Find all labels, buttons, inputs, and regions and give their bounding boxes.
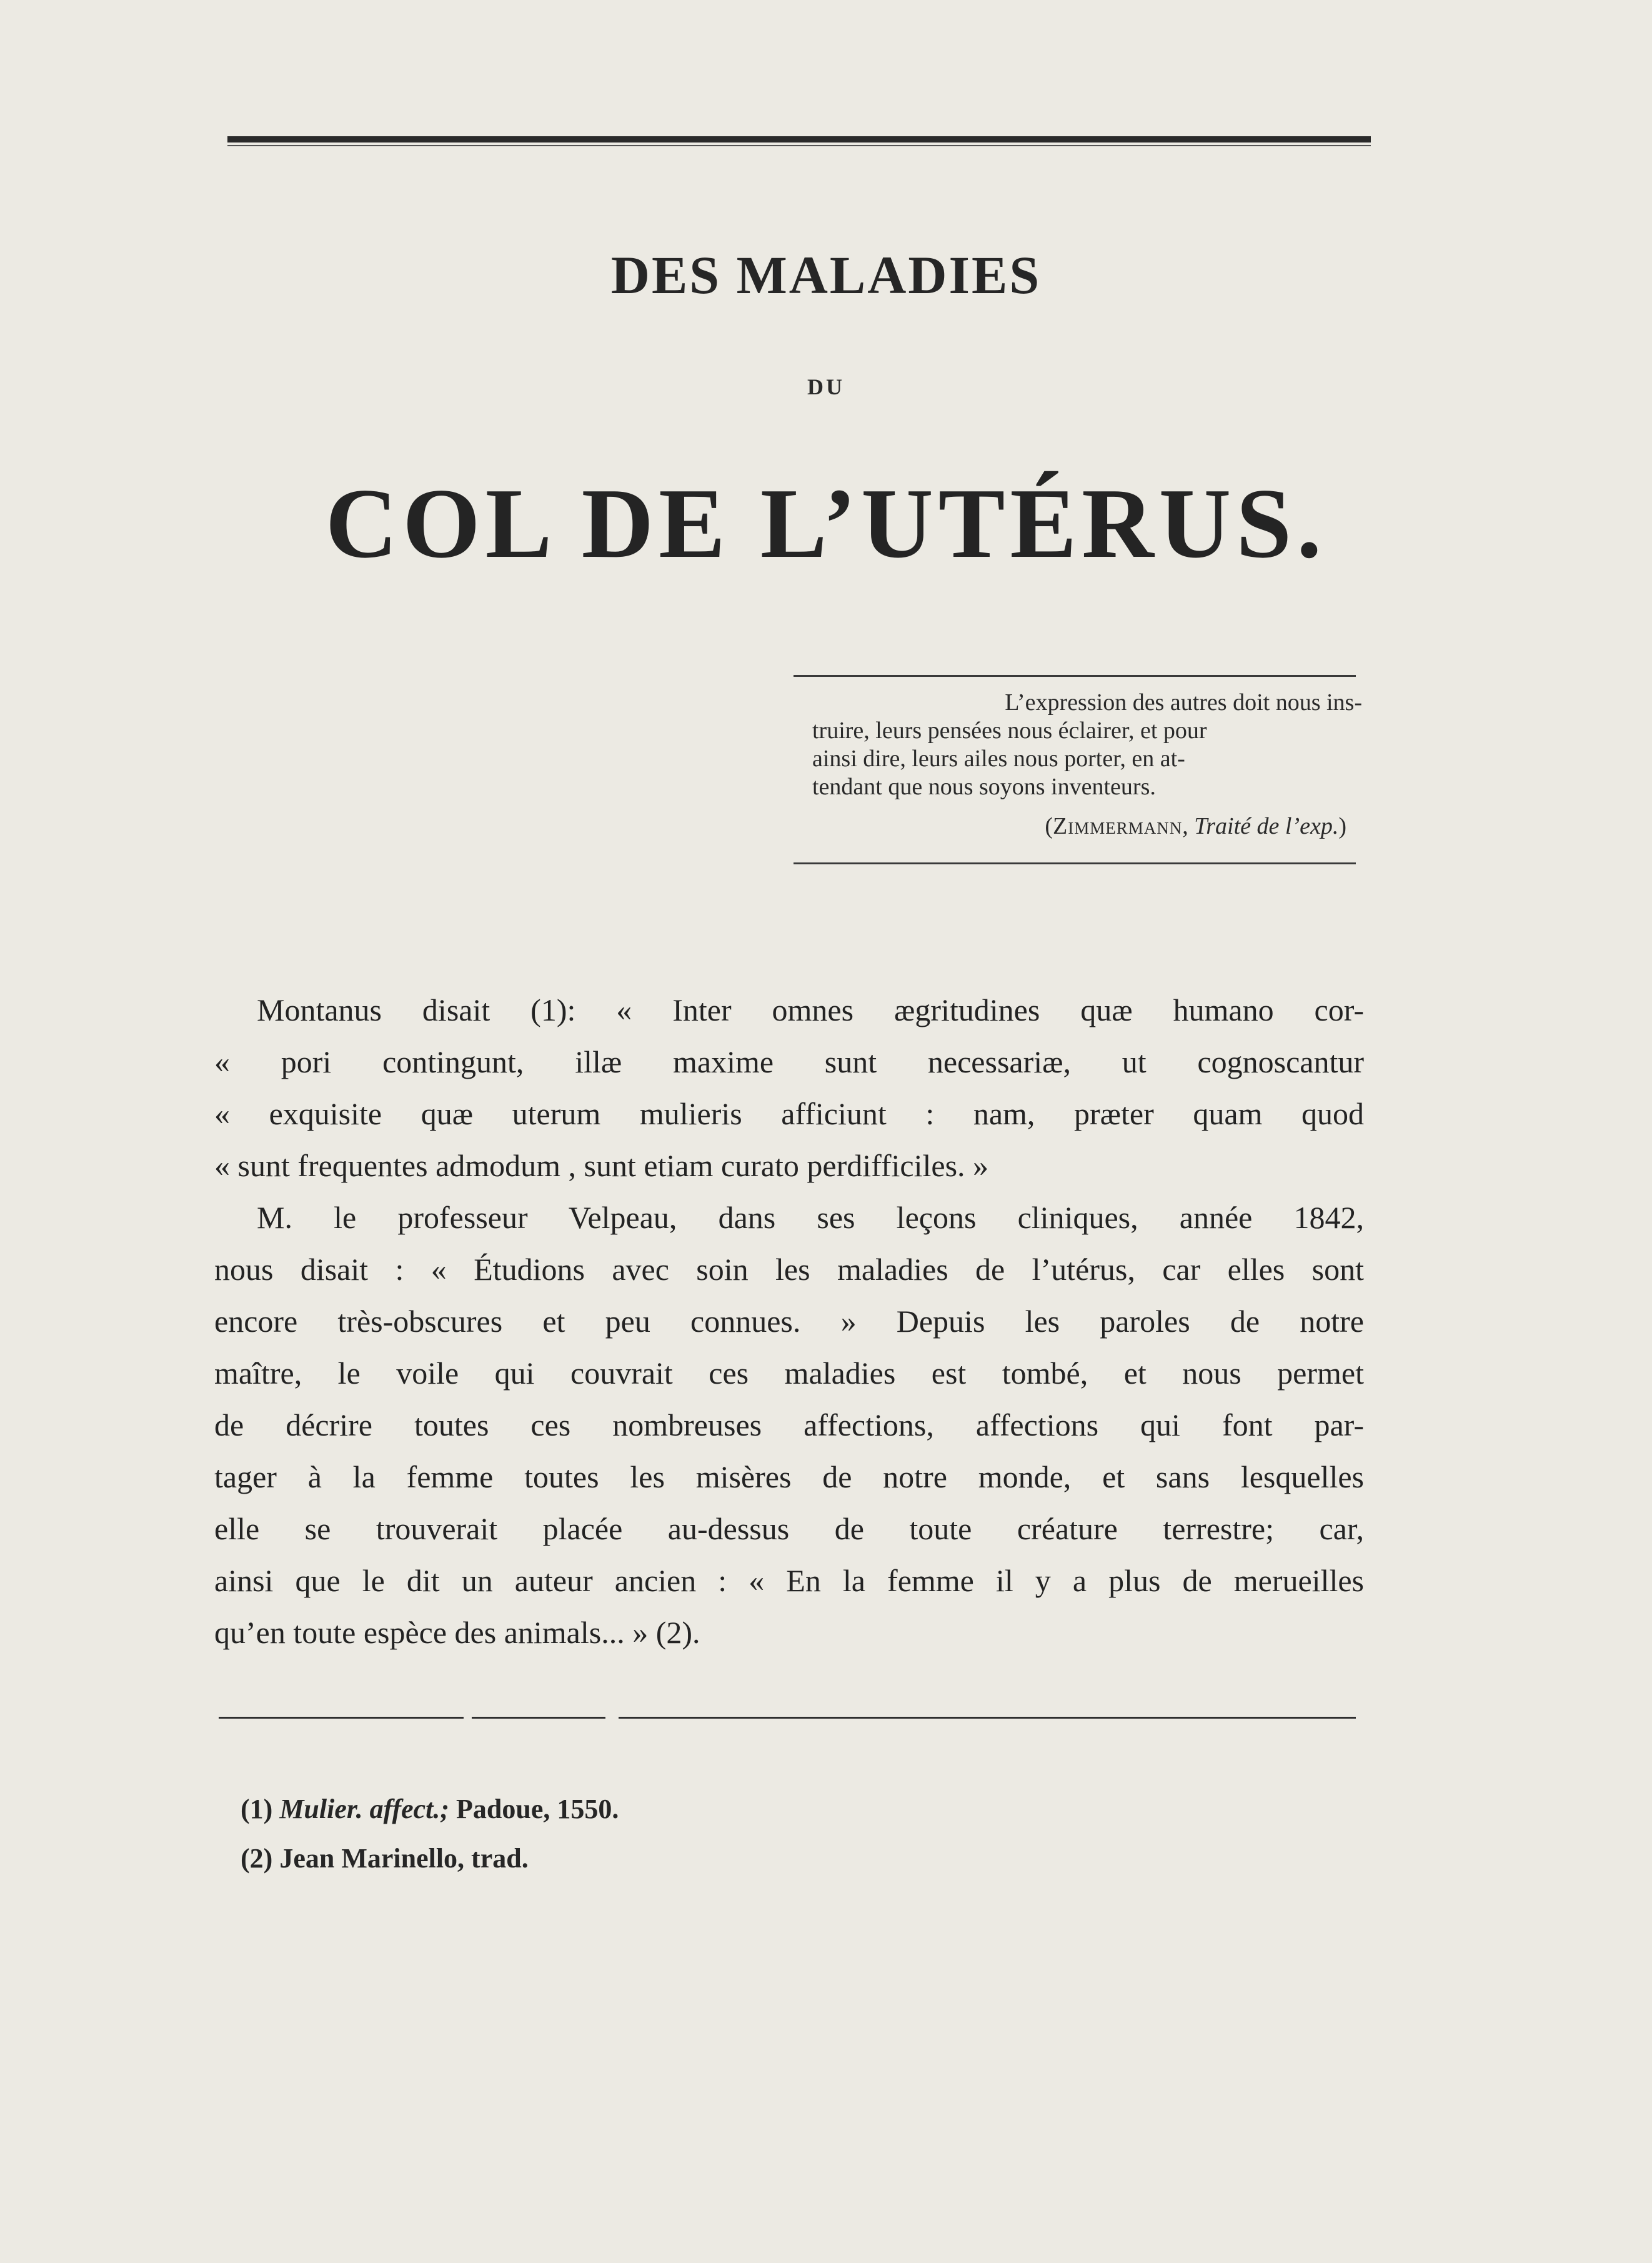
epigraph-line: ainsi dire, leurs ailes nous porter, en at-: [812, 746, 1185, 772]
footnote-rule-segment: [619, 1717, 1356, 1719]
body-line: Montanus disait (1): « Inter omnes ægritudines quæ humano cor-: [257, 992, 1364, 1027]
body-line: « exquisite quæ uterum mulieris afficiunt : nam, præter quam quod: [214, 1096, 1364, 1131]
epigraph-line: tendant que nous soyons inventeurs.: [812, 774, 1156, 800]
epigraph-source-sep: ,: [1182, 813, 1195, 839]
body-line: ainsi que le dit un auteur ancien : « En la femme il y a plus de merueilles: [214, 1563, 1364, 1598]
body-line: qu’en toute espèce des animals... » (2).: [214, 1615, 700, 1650]
epigraph-source-work: Traité de l’exp.: [1194, 813, 1339, 839]
epigraph-source-author: Zimmermann: [1052, 813, 1183, 839]
epigraph-source-close: ): [1338, 813, 1346, 839]
body-line: « pori contingunt, illæ maxime sunt necessariæ, ut cognoscantur: [214, 1044, 1364, 1079]
body-line: encore très-obscures et peu connues. » Depuis les paroles de notre: [214, 1304, 1364, 1339]
body-line: maître, le voile qui couvrait ces maladies est tombé, et nous permet: [214, 1356, 1364, 1391]
footnote-1: [241, 1784, 1178, 1834]
body-line: « sunt frequentes admodum , sunt etiam curato perdifficiles. »: [214, 1148, 989, 1183]
footnote-text: Padoue, 1550.: [449, 1794, 619, 1824]
top-rule-thin: [227, 145, 1371, 146]
footnote-rule-segment: [472, 1717, 605, 1719]
epigraph-rule-bottom: [794, 862, 1356, 864]
epigraph-rule-top: [794, 675, 1356, 677]
body-line: elle se trouverait placée au-dessus de toute créature terrestre; car,: [214, 1511, 1364, 1546]
epigraph: [812, 689, 1362, 801]
body-line: de décrire toutes ces nombreuses affections, affections qui font par-: [214, 1407, 1364, 1442]
footnote-text: Jean Marinello, trad.: [272, 1843, 529, 1874]
footnote-2: [241, 1834, 1178, 1883]
body-line: tager à la femme toutes les misères de notre monde, et sans lesquelles: [214, 1459, 1364, 1494]
footnote-rule-segment: [219, 1717, 464, 1719]
top-rule-thick: [227, 136, 1371, 142]
title-line-2: DU: [807, 374, 845, 399]
title-line-3: COL DE L’UTÉRUS.: [325, 467, 1327, 579]
body-line: nous disait : « Étudions avec soin les maladies de l’utérus, car elles sont: [214, 1252, 1364, 1287]
title-line-1: DES MALADIES: [610, 245, 1042, 305]
footnote-number: (2): [241, 1843, 273, 1874]
epigraph-line: truire, leurs pensées nous éclairer, et pour: [812, 717, 1207, 744]
epigraph-source: [812, 812, 1346, 840]
footnote-italic: Mulier. affect.;: [279, 1794, 450, 1824]
body-text: [214, 984, 1364, 1659]
footnote-number: (1): [241, 1794, 273, 1824]
epigraph-line: L’expression des autres doit nous ins-: [1005, 689, 1362, 716]
body-line: M. le professeur Velpeau, dans ses leçons cliniques, année 1842,: [257, 1200, 1364, 1235]
footnotes: [241, 1784, 1178, 1883]
epigraph-source-open: (: [1045, 813, 1053, 839]
